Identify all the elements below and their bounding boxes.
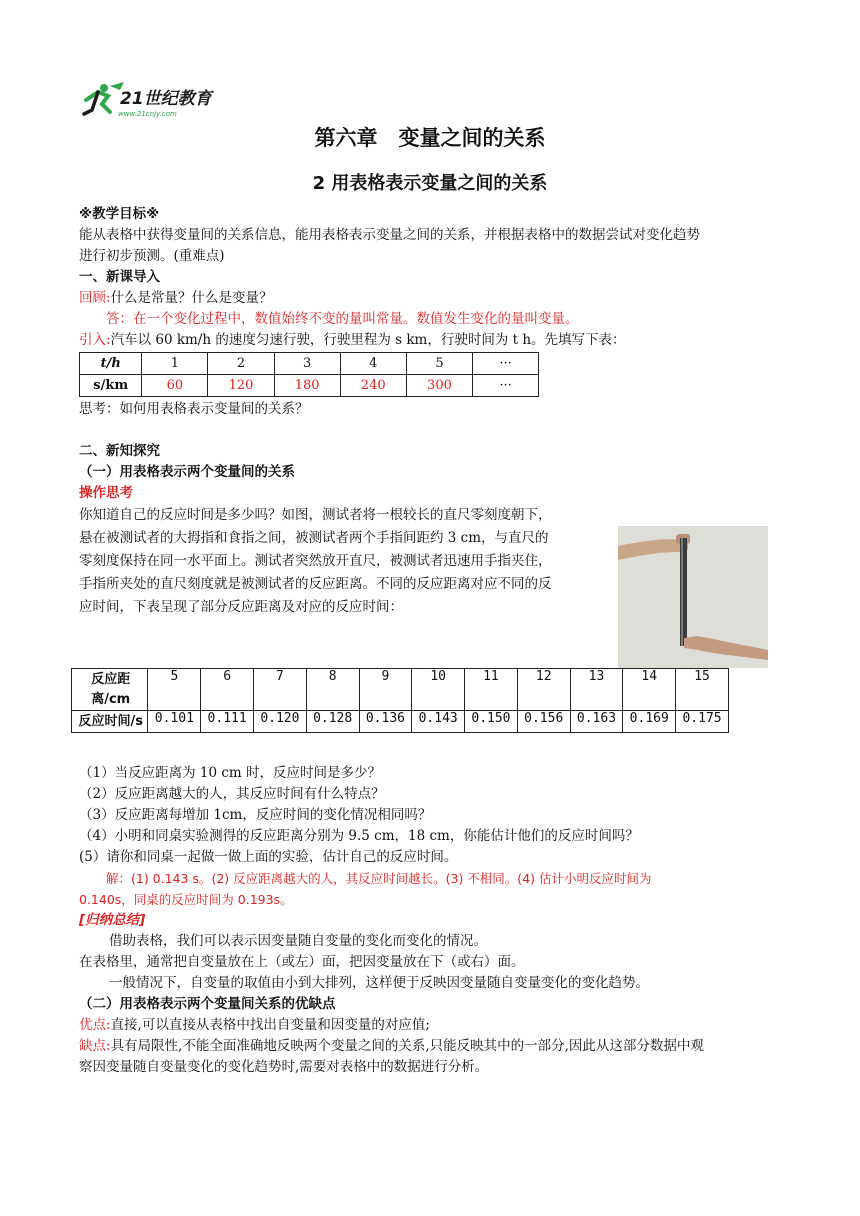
summary-line-1: 借助表格，我们可以表示因变量随自变量的变化而变化的情况。	[109, 933, 487, 949]
table-cell: ···	[473, 375, 539, 397]
table-cell: 4	[340, 353, 406, 375]
review-line	[79, 288, 779, 309]
pros-label: 优点:	[79, 1017, 111, 1033]
operation-label: 操作思考	[79, 485, 133, 501]
table-header-cell: s/km	[80, 375, 142, 397]
ruler-experiment-photo	[618, 526, 768, 668]
table-cell: 10	[412, 669, 465, 711]
table-cell: 0.163	[570, 711, 623, 733]
table-header-cell: t/h	[80, 353, 142, 375]
table-cell: 14	[623, 669, 676, 711]
pros-text: 直接,可以直接从表格中找出自变量和因变量的对应值;	[110, 1017, 430, 1033]
summary-label: [归纳总结]	[79, 912, 146, 928]
speed-table	[79, 352, 539, 397]
table-row	[72, 711, 729, 733]
table-cell: 0.128	[306, 711, 359, 733]
question-3: （3）反应距离每增加 1cm，反应时间的变化情况相同吗？	[79, 807, 432, 823]
table-cell: 2	[208, 353, 274, 375]
table-cell: 0.101	[148, 711, 201, 733]
goals-text-2: 进行初步预测。(重难点)	[79, 248, 225, 264]
table-cell: 0.143	[412, 711, 465, 733]
table-cell: 0.136	[359, 711, 412, 733]
table-row	[80, 353, 539, 375]
think-line: 思考：如何用表格表示变量间的关系？	[79, 401, 309, 417]
table-cell: 180	[274, 375, 340, 397]
table-cell: ···	[473, 353, 539, 375]
table-cell: 15	[676, 669, 729, 711]
question-2: （2）反应距离越大的人，其反应时间有什么特点？	[79, 786, 385, 802]
part3-sub2: （二）用表格表示两个变量间关系的优缺点	[79, 996, 336, 1012]
table-cell: 12	[517, 669, 570, 711]
table-cell: 0.156	[517, 711, 570, 733]
cons-text: 具有局限性,不能全面准确地反映两个变量之间的关系,只能反映其中的一部分,因此从这部分数据中观	[110, 1038, 704, 1054]
review-label: 回顾:	[79, 290, 111, 306]
logo-main-text: 21世纪教育	[120, 89, 212, 109]
table-cell: 6	[201, 669, 254, 711]
table-cell: 60	[142, 375, 208, 397]
review-question: 什么是常量？什么是变量？	[110, 290, 273, 306]
table-cell: 0.175	[676, 711, 729, 733]
part2-sub1: （一）用表格表示两个变量间的关系	[79, 464, 295, 480]
answer-line-1: 解：(1) 0.143 s。(2) 反应距离越大的人，其反应时间越长。(3) 不相同。(4) 估计小明反应时间为	[106, 871, 652, 886]
logo-21cnjy	[80, 78, 230, 122]
intro-text: 汽车以 60 km/h 的速度匀速行驶，行驶里程为 s km，行驶时间为 t h。先填写下表：	[110, 332, 626, 348]
intro-label: 引入:	[79, 332, 111, 348]
experiment-para-1: 你知道自己的反应时间是多少吗？如图，测试者将一根较长的直尺零刻度朝下，	[79, 507, 552, 523]
logo-url-text: www.21cnjy.com	[118, 110, 177, 118]
experiment-para-2: 悬在被测试者的大拇指和食指之间，被测试者两个手指间距约 3 cm，与直尺的	[79, 530, 549, 546]
cons-line	[79, 1036, 779, 1057]
goals-text-1: 能从表格中获得变量间的关系信息，能用表格表示变量之间的关系，并根据表格中的数据尝试对变化趋势	[79, 227, 700, 243]
table-row	[72, 669, 729, 711]
table-cell: 5	[148, 669, 201, 711]
section-title: 2 用表格表示变量之间的关系	[312, 173, 548, 194]
pros-line	[79, 1015, 779, 1036]
table-cell: 3	[274, 353, 340, 375]
part1-heading: 一、新课导入	[79, 269, 160, 285]
summary-line-3: 一般情况下，自变量的取值由小到大排列，这样便于反映因变量随自变量变化的变化趋势。	[109, 975, 649, 991]
table-cell: 0.169	[623, 711, 676, 733]
table-cell: 11	[465, 669, 518, 711]
question-1: （1）当反应距离为 10 cm 时，反应时间是多少？	[79, 765, 382, 781]
table-header-cell: 反应时间/s	[72, 711, 148, 733]
goals-heading: ※教学目标※	[79, 206, 160, 222]
summary-line-2: 在表格里，通常把自变量放在上（或左）面，把因变量放在下（或右）面。	[79, 954, 525, 970]
experiment-para-3: 零刻度保持在同一水平面上。测试者突然放开直尺，被测试者迅速用手指夹住，	[79, 553, 552, 569]
table-cell: 120	[208, 375, 274, 397]
table-cell: 0.111	[201, 711, 254, 733]
intro-line	[79, 330, 779, 351]
cons-label: 缺点:	[79, 1038, 111, 1054]
table-cell: 5	[406, 353, 472, 375]
main-content-bottom	[79, 763, 779, 1078]
experiment-para-5: 应时间，下表呈现了部分反应距离及对应的反应时间：	[79, 599, 403, 615]
table-cell: 1	[142, 353, 208, 375]
blank-line	[79, 420, 779, 441]
cons-line-2: 察因变量随自变量变化的变化趋势时,需要对表格中的数据进行分析。	[79, 1059, 489, 1075]
table-cell: 240	[340, 375, 406, 397]
table-cell: 9	[359, 669, 412, 711]
reaction-table	[71, 668, 729, 733]
chapter-title: 第六章 变量之间的关系	[314, 126, 546, 150]
answer-line-2: 0.140s，同桌的反应时间为 0.193s。	[79, 892, 293, 907]
part2-heading: 二、新知探究	[79, 443, 160, 459]
table-row	[80, 375, 539, 397]
table-cell: 8	[306, 669, 359, 711]
experiment-para-4: 手指所夹处的直尺刻度就是被测试者的反应距离。不同的反应距离对应不同的反	[79, 576, 552, 592]
table-header-cell: 反应距离/cm	[72, 669, 148, 711]
question-4: （4）小明和同桌实验测得的反应距离分别为 9.5 cm，18 cm，你能估计他们的反应时间吗？	[79, 828, 639, 844]
table-cell: 0.150	[465, 711, 518, 733]
table-cell: 0.120	[254, 711, 307, 733]
table-cell: 300	[406, 375, 472, 397]
question-5: (5）请你和同桌一起做一做上面的实验，估计自己的反应时间。	[79, 849, 458, 865]
review-answer: 答：在一个变化过程中，数值始终不变的量叫常量。数值发生变化的量叫变量。	[106, 311, 579, 327]
table-cell: 13	[570, 669, 623, 711]
table-cell: 7	[254, 669, 307, 711]
